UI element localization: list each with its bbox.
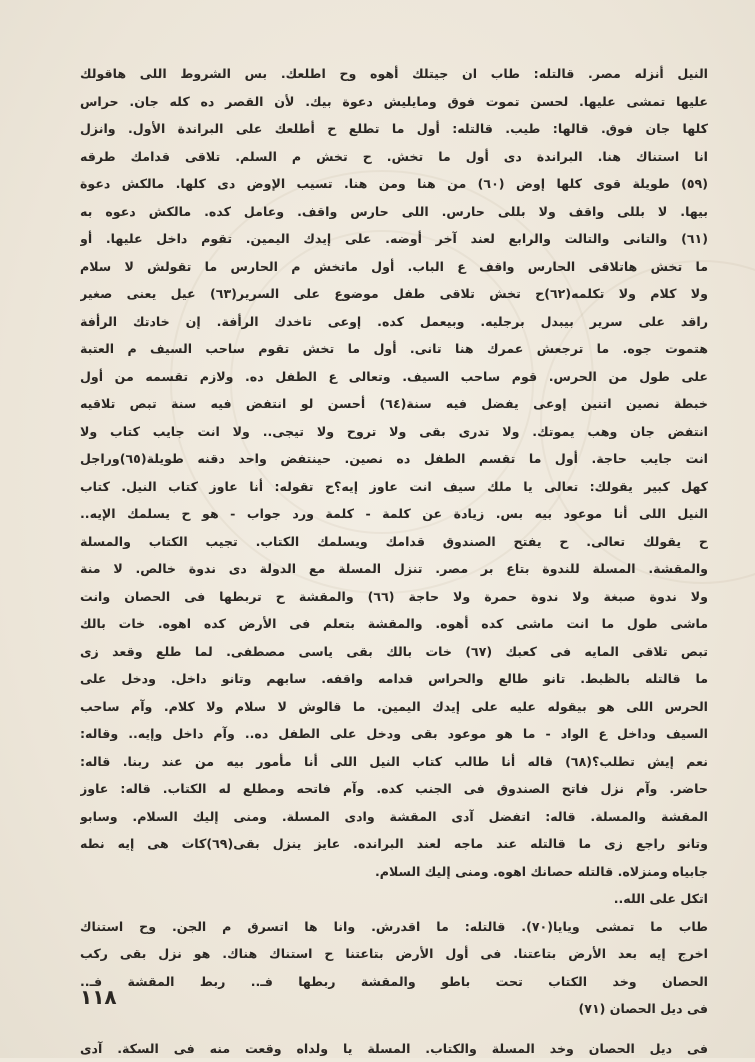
text-line: فى ديل الحصان (٧١) — [80, 995, 708, 1023]
text-line: ما قالتله بالظبط. تانو طالع والحراس قدامه واقفه. سابهم وتانو داخل. ودخل على — [80, 665, 708, 693]
text-line: على طول من الحرس. قوم ساحب السيف. وتعالى ع الطفل ده. ولازم تقسمه من أول — [80, 363, 708, 391]
text-line: انا استناك هنا. البراندة دى أول ما تخش. ح تخش م السلم. تلاقى قدامك طرقه — [80, 143, 708, 171]
text-line: اتكل على الله.. — [80, 885, 708, 913]
text-line: جابياه ومنزلاه. قالتله حصانك اهوه. ومنى إليك السلام. — [80, 858, 708, 886]
text-line: (٦١) والتانى والتالت والرابع لعند آخر أوضه. على إيدك اليمين. تقوم داخل عليها. أو — [80, 225, 708, 253]
text-line: النيل أنزله مصر. قالتله: طاب ان جيتلك أهوه وح اطلعك. بس الشروط اللى هاقولك — [80, 60, 708, 88]
text-line: عليها تمشى عليها. لحسن تموت فوق ومايليش دعوة بيك. لأن القصر ده كله جان. حراس — [80, 88, 708, 116]
text-line: النيل اللى أنا موعود بيه بس. زيادة عن كلمة - كلمة ورد جواب - هو ح يسلمك الإيه.. — [80, 500, 708, 528]
text-line: راقد على سرير بيبدل برجليه. وبيعمل كده. إوعى تاخدك الرأفة. إن خادتك الرأفة — [80, 308, 708, 336]
text-line: كهل كبير يقولك: تعالى يا ملك سيف انت عاوز إيه؟ح تقوله: أنا عاوز كتاب النيل. كتاب — [80, 473, 708, 501]
text-line: انت جايب حاجة. أول ما تقسم الطفل ده نصين. حينتفض واحد دقنه طويلة(٦٥)وراجل — [80, 445, 708, 473]
text-line: الحرس اللى هو بيقوله عليه على إيدك اليمين. ما قالوش لا سلام ولا كلام. وآم ساحب — [80, 693, 708, 721]
text-line: خبطة نصين اتنين إوعى يفضل فيه سنة(٦٤) أحسن لو انتفض فيه سنة تبص تلاقيه — [80, 390, 708, 418]
text-line: الحصان وخد الكتاب تحت باطو والمقشة ربطها فـ.. ربط المقشة فـ.. — [80, 968, 708, 996]
text-line: طاب ما تمشى ويايا(٧٠). قالتله: ما اقدرش. وانا ها اتسرق م الجن. وح استناك — [80, 913, 708, 941]
body-text — [80, 60, 708, 1062]
text-line: انتفض جان وهب يموتك. ولا تدرى بقى ولا تروح ولا تيجى.. ولا انت جايب كتاب ولا — [80, 418, 708, 446]
text-line: نعم إيش تطلب؟(٦٨) قاله أنا طالب كتاب النيل اللى أنا مأمور بيه من عند ربنا. قاله: — [80, 748, 708, 776]
text-line: السيف وداخل ع الواد - ما هو موعود بقى ودخل على الطفل ده.. وآم داخل وإيه.. وقاله: — [80, 720, 708, 748]
text-line: وتانو راجع زى ما قالتله عند ماجه لعند البرانده. عايز ينزل بقى(٦٩)كات هى إيه نطه — [80, 830, 708, 858]
text-line: ما تخش هاتلاقى الحارس واقف ع الباب. أول ماتخش م الحارس ما تقولش لا سلام — [80, 253, 708, 281]
text-line: المقشة والمسلة. قاله: اتفضل آدى المقشة وادى المسلة. ومنى إليك السلام. وسابو — [80, 803, 708, 831]
text-line: ح يقولك تعالى. ح يفتح الصندوق قدامك ويسلمك الكتاب. تجيب الكتاب والمسلة — [80, 528, 708, 556]
text-line: حاضر. وآم نزل فاتح الصندوق فى الجنب كده. وآم فاتحه ومطلع له الكتاب. قاله: عاوز — [80, 775, 708, 803]
paragraph-spacer — [80, 1023, 708, 1035]
text-line: هتموت جوه. ما ترجعش عمرك هنا تانى. أول ما تخش تقوم ساحب السيف م العتبة — [80, 335, 708, 363]
text-line: بيها. لا بللى واقف ولا بللى حارس. اللى حارس واقف. وعامل كده. مالكش دعوه به — [80, 198, 708, 226]
text-line: ماشى طول ما انت ماشى كده أهوه. والمقشة بتعلم فى الأرض كده اهوه. خات بالك — [80, 610, 708, 638]
text-line: والمقشة. المسلة للندوة بتاع بر مصر. تنزل المسلة مع الدولة دى ندوة خالص. لا منة — [80, 555, 708, 583]
text-line: تبص تلاقى المايه فى كعبك (٦٧) خات بالك بقى ياسى مصطفى. لما طلع وقعد زى — [80, 638, 708, 666]
page-number: ١١٨ — [80, 985, 117, 1009]
text-line: فى ديل الحصان وخد المسلة والكتاب. المسلة يا ولداه وقعت منه فى السكة. آدى — [80, 1035, 708, 1062]
text-line: كلها جان فوق. قالها: طيب. قالتله: أول ما تطلع ح أطلعك على البراندة الأول. وانزل — [80, 115, 708, 143]
text-line: ولا كلام ولا تكلمه(٦٢)ح تخش تلاقى طفل موضوع على السرير(٦٣) عيل يعنى صغير — [80, 280, 708, 308]
text-line: اخرج إيه بعد الأرض بتاعتنا. فى أول الأرض بتاعتنا ح استناك هناك. هو نزل بقى ركب — [80, 940, 708, 968]
text-line: ولا ندوة صبغة ولا ندوة حمرة ولا حاجة (٦٦) والمقشة ح تربطها فى الحصان وانت — [80, 583, 708, 611]
text-line: (٥٩) طويلة قوى كلها إوض (٦٠) من هنا ومن هنا. تسيب الإوض دى كلها. مالكش دعوة — [80, 170, 708, 198]
